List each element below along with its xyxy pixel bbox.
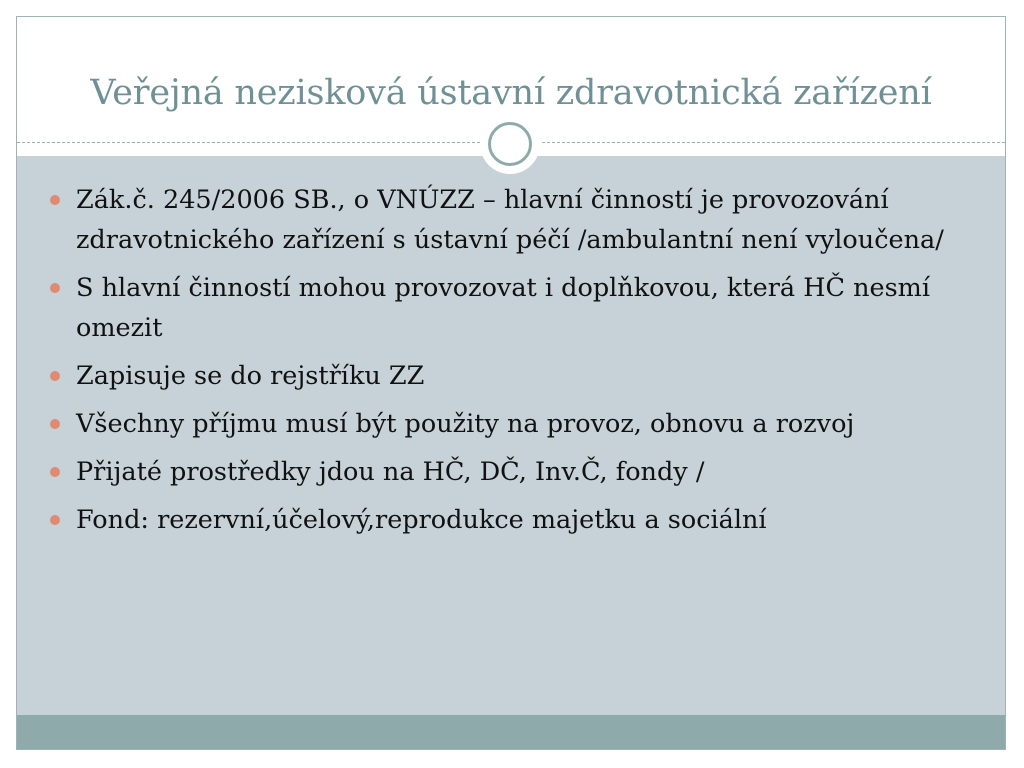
bullet-item <box>48 180 968 260</box>
bullet-dot-icon <box>50 283 60 293</box>
bullet-dot-icon <box>50 467 60 477</box>
bullet-text: Zák.č. 245/2006 SB., o VNÚZZ – hlavní činností je provozování zdravotnického zařízení s ústavní péčí /ambulantní není vyloučena/ <box>76 185 944 255</box>
bullet-item <box>48 500 968 540</box>
bullet-item <box>48 404 968 444</box>
bullet-list <box>48 180 968 548</box>
bullet-text: S hlavní činností mohou provozovat i doplňkovou, která HČ nesmí omezit <box>76 273 931 343</box>
bullet-dot-icon <box>50 515 60 525</box>
footer-band <box>17 715 1005 749</box>
decorative-circle-icon <box>480 114 540 174</box>
bullet-dot-icon <box>50 419 60 429</box>
slide-title: Veřejná nezisková ústavní zdravotnická zařízení <box>90 73 932 113</box>
bullet-dot-icon <box>50 371 60 381</box>
bullet-dot-icon <box>50 195 60 205</box>
decorative-ring <box>488 122 532 166</box>
bullet-item <box>48 356 968 396</box>
bullet-item <box>48 268 968 348</box>
bullet-text: Zapisuje se do rejstříku ZZ <box>76 361 425 391</box>
bullet-text: Přijaté prostředky jdou na HČ, DČ, Inv.Č, fondy / <box>76 457 705 487</box>
bullet-item <box>48 452 968 492</box>
bullet-text: Fond: rezervní,účelový,reprodukce majetku a sociální <box>76 505 767 535</box>
bullet-text: Všechny příjmu musí být použity na provoz, obnovu a rozvoj <box>76 409 855 439</box>
